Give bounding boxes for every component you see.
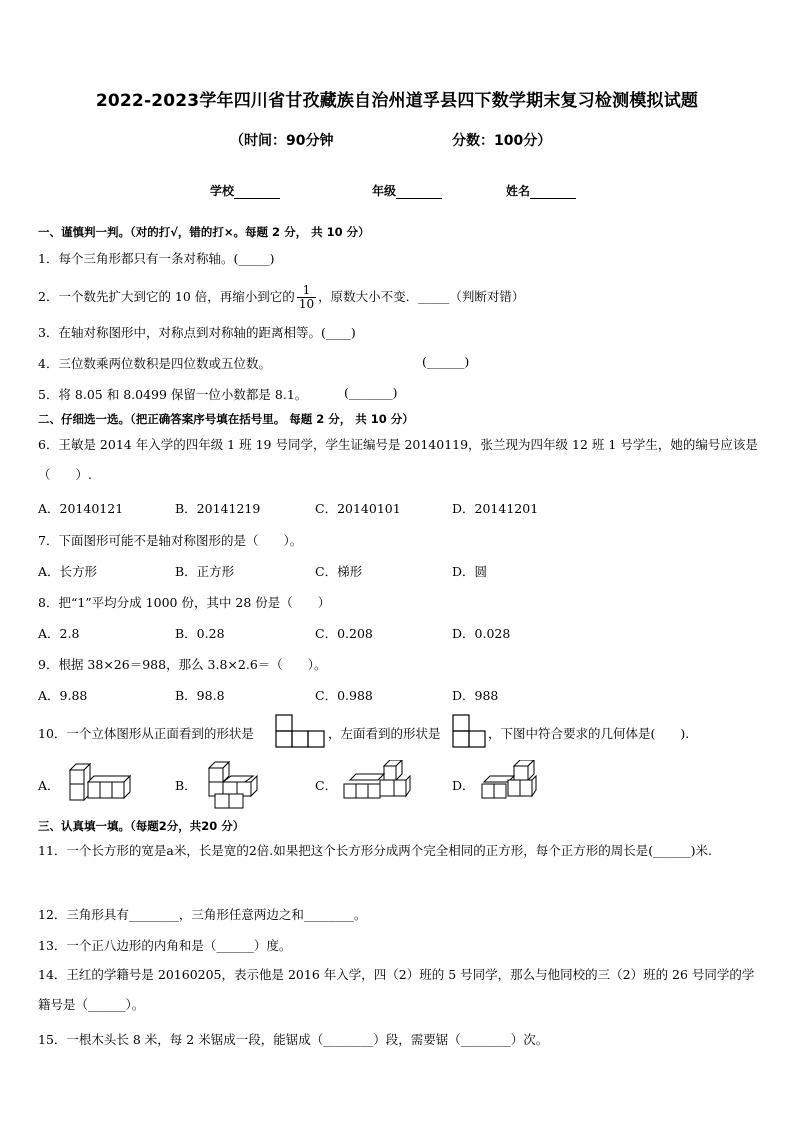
choice-b[interactable]: B．20141219 xyxy=(175,501,261,516)
choice-d[interactable]: D．0.028 xyxy=(452,626,511,641)
name-blank[interactable] xyxy=(530,186,576,199)
choice-c[interactable]: C．0.988 xyxy=(315,688,373,703)
fraction xyxy=(297,284,316,311)
question-10-part3: ，下图中符合要求的几何体是( ). xyxy=(488,726,690,741)
exam-score: 分数：100分） xyxy=(452,133,552,149)
section-2-heading: 二、仔细选一选。（把正确答案序号填在括号里。 每题 2 分， 共 10 分） xyxy=(38,412,414,426)
question-13: 13．一个正八边形的内角和是（______）度。 xyxy=(38,938,292,953)
fraction-denominator: 10 xyxy=(298,297,315,311)
question-4-text: 4．三位数乘两位数积是四位数或五位数。 xyxy=(38,356,271,371)
question-14: 14．王红的学籍号是 20160205，表示他是 2016 年入学，四（2）班的 5 号同学，那么与他同校的三（2）班的 26 号同学的学籍号是（______）。 xyxy=(38,967,755,1012)
choice-b[interactable]: B． xyxy=(175,778,197,793)
choice-a[interactable]: A．长方形 xyxy=(38,564,98,579)
choice-d[interactable]: D． xyxy=(452,778,475,793)
front-view-figure xyxy=(275,714,327,748)
page-title: 2022-2023学年四川省甘孜藏族自治州道孚县四下数学期末复习检测模拟试题 xyxy=(95,91,699,111)
question-5 xyxy=(38,385,398,403)
question-10-part2: ，左面看到的形状是 xyxy=(328,726,441,741)
left-view-figure xyxy=(452,714,488,748)
question-4 xyxy=(38,354,470,372)
choice-b[interactable]: B．0.28 xyxy=(175,626,225,641)
section-3-heading: 三、认真填一填。（每题2分，共20 分） xyxy=(38,819,245,833)
name-field xyxy=(506,182,576,199)
fraction-numerator: 1 xyxy=(297,284,316,298)
cube-figure-c xyxy=(340,760,420,808)
question-2-text-before: 2．一个数先扩大到它的 10 倍，再缩小到它的 xyxy=(38,289,295,304)
choice-a[interactable]: A．9.88 xyxy=(38,688,88,703)
choice-c[interactable]: C．20140101 xyxy=(315,501,401,516)
question-7: 7．下面图形可能不是轴对称图形的是（ ）。 xyxy=(38,533,303,548)
question-15: 15．一根木头长 8 米，每 2 米锯成一段，能锯成（________）段，需要锯（________）次。 xyxy=(38,1032,549,1047)
question-10-choices xyxy=(38,760,638,810)
question-10-part1: 10．一个立体图形从正面看到的形状是 xyxy=(38,726,254,741)
school-blank[interactable] xyxy=(234,186,280,199)
name-label: 姓名 xyxy=(506,184,531,198)
choice-d[interactable]: D．20141201 xyxy=(452,501,539,516)
choice-a[interactable]: A． xyxy=(38,778,60,793)
cube-figure-d xyxy=(478,760,558,808)
choice-c[interactable]: C． xyxy=(315,778,338,793)
question-4-blank[interactable]: (______) xyxy=(422,354,470,369)
question-6: 6．王敏是 2014 年入学的四年级 1 班 19 号同学，学生证编号是 20140119，张兰现为四年级 12 班 1 号学生，她的编号应该是（ ）. xyxy=(38,437,758,482)
choice-c[interactable]: C．梯形 xyxy=(315,564,363,579)
grade-field xyxy=(372,182,442,199)
choice-b[interactable]: B．98.8 xyxy=(175,688,225,703)
question-2-text-after: ，原数大小不变．_____（判断对错） xyxy=(318,289,525,304)
choice-c[interactable]: C．0.208 xyxy=(315,626,373,641)
choice-d[interactable]: D．988 xyxy=(452,688,499,703)
school-field xyxy=(210,182,280,199)
section-1-heading: 一、谨慎判一判。（对的打√，错的打×。每题 2 分， 共 10 分） xyxy=(38,225,370,239)
grade-blank[interactable] xyxy=(396,186,442,199)
choice-d[interactable]: D．圆 xyxy=(452,564,488,579)
question-3: 3．在轴对称图形中，对称点到对称轴的距离相等。(____) xyxy=(38,325,356,340)
question-1: 1．每个三角形都只有一条对称轴。(_____) xyxy=(38,251,275,266)
question-12: 12．三角形具有________，三角形任意两边之和________。 xyxy=(38,907,367,922)
question-11: 11．一个长方形的宽是a米，长是宽的2倍.如果把这个长方形分成两个完全相同的正方形，每个正方形的周长是(______)米. xyxy=(38,843,713,858)
question-9: 9．根据 38×26＝988，那么 3.8×2.6＝（ ）。 xyxy=(38,657,327,672)
exam-time: （时间：90分钟 xyxy=(230,133,334,149)
cube-figure-a xyxy=(66,760,138,806)
grade-label: 年级 xyxy=(372,184,397,198)
choice-b[interactable]: B．正方形 xyxy=(175,564,235,579)
question-2 xyxy=(38,284,524,311)
choice-a[interactable]: A．20140121 xyxy=(38,501,124,516)
choice-a[interactable]: A．2.8 xyxy=(38,626,80,641)
question-5-blank[interactable]: (_______) xyxy=(344,385,398,400)
question-8: 8．把“1”平均分成 1000 份，其中 28 份是（ ） xyxy=(38,595,331,610)
school-label: 学校 xyxy=(210,184,235,198)
question-5-text: 5．将 8.05 和 8.0499 保留一位小数都是 8.1。 xyxy=(38,387,308,402)
cube-figure-b xyxy=(203,760,275,810)
